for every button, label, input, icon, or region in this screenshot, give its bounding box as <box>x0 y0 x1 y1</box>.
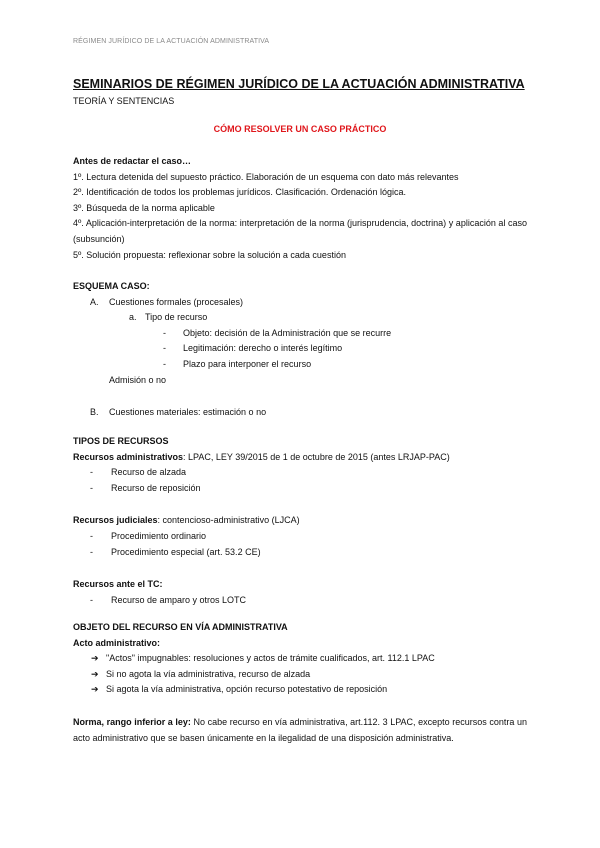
step-3: 3º. Búsqueda de la norma aplicable <box>73 202 215 213</box>
step-4: 4º. Aplicación-interpretación de la norma: interpretación de la norma (jurisprudencia, doctrina) y aplicación al caso (subsunción) <box>73 218 527 244</box>
list-item <box>73 593 527 609</box>
tipos-heading: TIPOS DE RECURSOS <box>73 436 169 446</box>
tc-recursos-label: Recursos ante el TC: <box>73 579 163 590</box>
step-5: 5º. Solución propuesta: reflexionar sobre la solución a cada cuestión <box>73 249 346 260</box>
list-item <box>73 529 527 545</box>
page-subtitle: TEORÍA Y SENTENCIAS <box>73 96 175 106</box>
norma-label: Norma, rango inferior a ley: <box>73 716 191 727</box>
dash-bullet: - <box>90 546 93 557</box>
admin-recursos-label: Recursos administrativos <box>73 451 184 462</box>
list-item-text: Procedimiento especial (art. 53.2 CE) <box>111 546 261 557</box>
esquema-subitem-a <box>73 310 527 326</box>
judicial-recursos-line <box>73 513 527 529</box>
objeto-heading: OBJETO DEL RECURSO EN VÍA ADMINISTRATIVA <box>73 622 288 632</box>
arrow-right-icon: ➔ <box>91 668 99 679</box>
admin-recursos-text: : LPAC, LEY 39/2015 de 1 de octubre de 2015 (antes LRJAP-PAC) <box>183 451 450 462</box>
esquema-subitem-a-text: Tipo de recurso <box>145 312 208 323</box>
list-item <box>73 465 527 481</box>
list-item-text: Recurso de reposición <box>111 482 201 493</box>
esquema-item-a <box>73 295 527 311</box>
arrow-right-icon: ➔ <box>91 653 99 664</box>
arrow-right-icon: ➔ <box>91 684 99 695</box>
objeto-section <box>73 620 527 746</box>
esquema-dash-item <box>73 326 527 342</box>
dash-bullet: - <box>90 482 93 493</box>
step-1: 1º. Lectura detenida del supuesto práctico. Elaboración de un esquema con dato más relevantes <box>73 171 459 182</box>
esquema-dash-text: Objeto: decisión de la Administración que se recurre <box>183 327 392 338</box>
dash-bullet: - <box>163 327 166 338</box>
section-title-red: CÓMO RESOLVER UN CASO PRÁCTICO <box>213 124 387 134</box>
running-header: RÉGIMEN JURÍDICO DE LA ACTUACIÓN ADMINISTRATIVA <box>73 38 270 45</box>
dash-bullet: - <box>163 358 166 369</box>
arrow-list-text: "Actos" impugnables: resoluciones y actos de trámite cualificados, art. 112.1 LPAC <box>106 653 435 664</box>
esquema-section <box>73 279 527 421</box>
admin-recursos-line <box>73 450 527 466</box>
dash-bullet: - <box>163 343 166 354</box>
esquema-item-b-text: Cuestiones materiales: estimación o no <box>109 407 267 418</box>
norma-text: No cabe recurso en vía administrativa, art.112. 3 LPAC, excepto recursos contra un acto administrativo que se basen únicamente en la ilegalidad de una disposición administrativa. <box>73 716 527 743</box>
arrow-list-item <box>73 667 527 683</box>
esquema-item-b-label: B. <box>90 407 99 418</box>
step-2: 2º. Identificación de todos los problemas jurídicos. Clasificación. Ordenación lógica. <box>73 187 406 198</box>
esquema-heading: ESQUEMA CASO: <box>73 281 150 291</box>
list-item-text: Procedimiento ordinario <box>111 530 207 541</box>
list-item <box>73 545 527 561</box>
dash-bullet: - <box>90 467 93 478</box>
esquema-dash-text: Plazo para interponer el recurso <box>183 358 312 369</box>
esquema-subitem-a-label: a. <box>129 312 137 323</box>
arrow-list-text: Si no agota la vía administrativa, recurso de alzada <box>106 668 311 679</box>
list-item <box>73 481 527 497</box>
steps-intro: Antes de redactar el caso… <box>73 156 192 166</box>
list-item-text: Recurso de amparo y otros LOTC <box>111 594 247 605</box>
esquema-item-a-label: A. <box>90 296 99 307</box>
norma-paragraph <box>73 715 527 746</box>
esquema-dash-item <box>73 341 527 357</box>
arrow-list-item <box>73 651 527 667</box>
steps-section <box>73 154 527 263</box>
judicial-recursos-label: Recursos judiciales <box>73 515 158 526</box>
acto-administrativo-label: Acto administrativo: <box>73 637 161 648</box>
esquema-item-b <box>73 405 527 421</box>
dash-bullet: - <box>90 594 93 605</box>
dash-bullet: - <box>90 530 93 541</box>
esquema-dash-item <box>73 357 527 373</box>
esquema-item-a-text: Cuestiones formales (procesales) <box>109 296 244 307</box>
judicial-recursos-text: : contencioso-administrativo (LJCA) <box>157 515 300 526</box>
arrow-list-text: Si agota la vía administrativa, opción recurso potestativo de reposición <box>106 684 388 695</box>
arrow-list-item <box>73 682 527 698</box>
esquema-admision: Admisión o no <box>109 374 167 385</box>
page-title: SEMINARIOS DE RÉGIMEN JURÍDICO DE LA ACTUACIÓN ADMINISTRATIVA <box>73 77 525 91</box>
list-item-text: Recurso de alzada <box>111 467 187 478</box>
esquema-dash-text: Legitimación: derecho o interés legítimo <box>183 343 343 354</box>
tipos-section <box>73 434 527 608</box>
